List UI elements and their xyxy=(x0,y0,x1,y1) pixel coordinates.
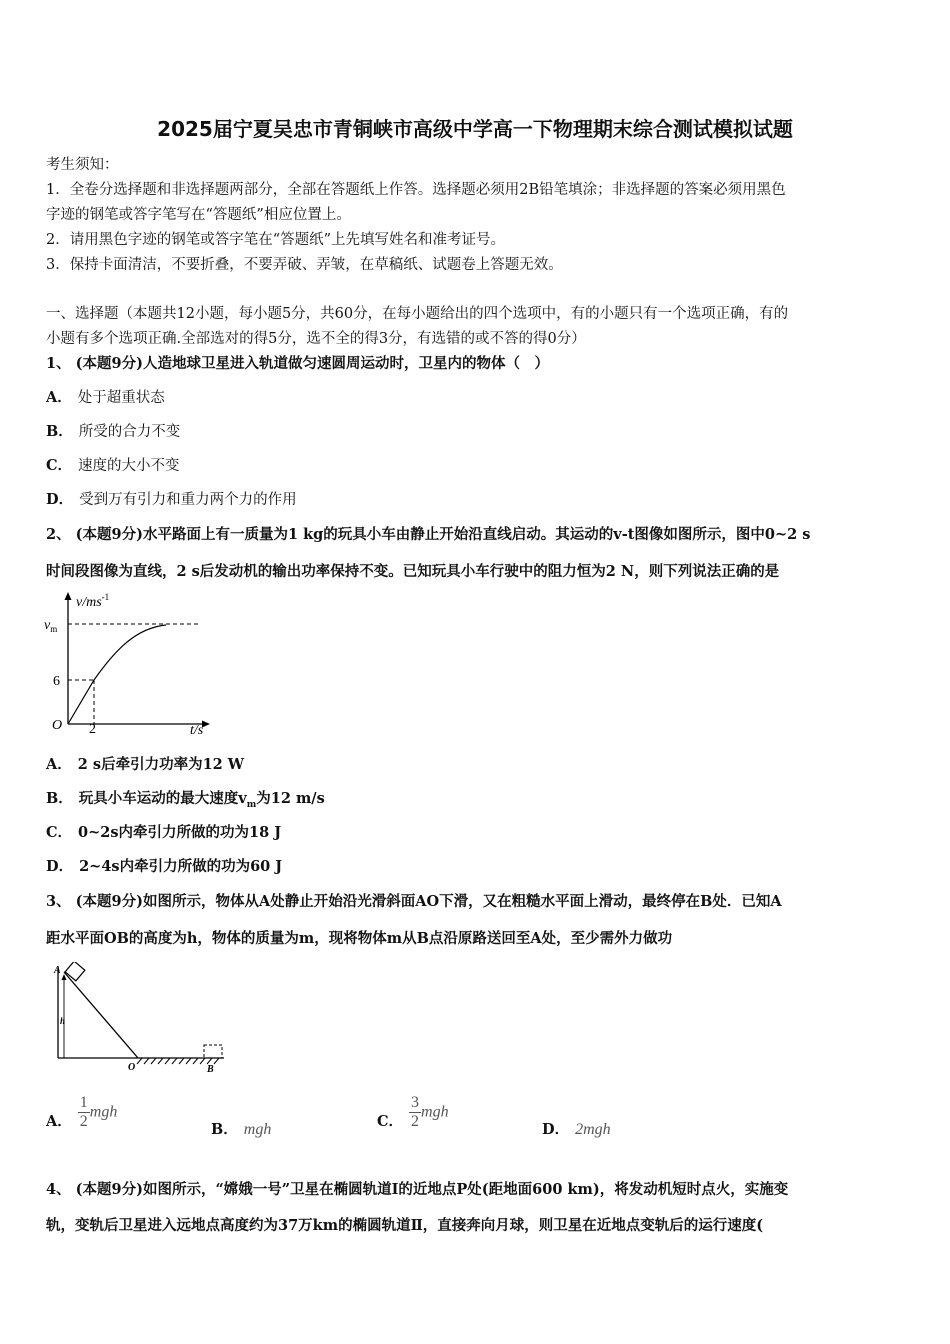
q1-option-b xyxy=(46,420,180,441)
label-b: B xyxy=(207,1064,214,1075)
notice-item-1-cont: 字迹的钢笔或答字笔写在“答题纸”相应位置上。 xyxy=(46,207,351,223)
option-key: D． xyxy=(46,491,74,508)
q2-option-b xyxy=(46,787,325,810)
q4-stem: 4、 (本题9分)如图所示，“嫦娥一号”卫星在椭圆轨道Ⅰ的近地点P处(距地面600 km)，将发动机短时点火，实施变 xyxy=(46,1181,789,1198)
y-axis-label: $v/ms^{-1}$ xyxy=(76,592,110,610)
section-header-cont: 小题有多个选项正确.全部选对的得5分，选不全的得3分，有选错的或不答的得0分） xyxy=(46,331,586,347)
q3-option-a xyxy=(46,1094,117,1144)
q3-incline-figure xyxy=(46,962,236,1078)
option-text: 2 s后牵引力功率为12 W xyxy=(77,756,245,773)
option-expression: mgh xyxy=(243,1121,272,1138)
option-text: 2~4s内牵引力所做的功为60 J xyxy=(79,858,283,875)
denominator: 2 xyxy=(411,1113,420,1130)
x-axis-label: t/s xyxy=(190,723,204,738)
q2-option-d xyxy=(46,855,282,876)
option-text: 所受的合力不变 xyxy=(78,424,181,440)
option-expression: mgh xyxy=(89,1103,118,1121)
option-text: 玩具小车运动的最大速度v xyxy=(78,790,247,807)
option-subscript: m xyxy=(246,799,257,810)
q4-stem-cont: 轨，变轨后卫星进入远地点高度约为37万km的椭圆轨道Ⅱ，直接奔向月球，则卫星在近地点变轨后的运行速度( xyxy=(46,1217,764,1234)
numerator: 1 xyxy=(79,1094,88,1111)
fraction xyxy=(409,1094,421,1131)
option-key: B． xyxy=(46,423,73,440)
option-text: 受到万有引力和重力两个力的作用 xyxy=(79,492,297,508)
label-h: h xyxy=(60,1016,66,1026)
option-text-after: 为12 m/s xyxy=(256,790,325,807)
option-key: A． xyxy=(46,756,72,773)
option-key: A． xyxy=(46,1113,72,1130)
option-text: 0~2s内牵引力所做的功为18 J xyxy=(78,824,282,841)
q2-stem: 2、 (本题9分)水平路面上有一质量为1 kg的玩具小车由静止开始沿直线启动。其运动的v-t图像如图所示，图中0~2 s xyxy=(46,526,811,543)
option-expression: 2mgh xyxy=(575,1121,611,1138)
notice-item-3: 3．保持卡面清洁，不要折叠，不要弄破、弄皱，在草稿纸、试题卷上答题无效。 xyxy=(46,257,563,273)
origin-label: O xyxy=(52,718,63,733)
q2-stem-cont: 时间段图像为直线，2 s后发动机的输出功率保持不变。已知玩具小车行驶中的阻力恒为2 N，则下列说法正确的是 xyxy=(46,563,780,580)
fraction xyxy=(78,1094,90,1131)
denominator: 2 xyxy=(79,1113,88,1130)
page-title: 2025届宁夏吴忠市青铜峡市高级中学高一下物理期末综合测试模拟试题 xyxy=(157,117,793,141)
q1-option-c xyxy=(46,454,180,475)
option-text: 处于超重状态 xyxy=(77,390,165,406)
q3-option-c xyxy=(377,1094,449,1144)
option-key: D． xyxy=(542,1121,570,1138)
x-tick-2: 2 xyxy=(89,722,96,737)
q3-stem: 3、 (本题9分)如图所示，物体从A处静止开始沿光滑斜面AO下滑，又在粗糙水平面上滑动，最终停在B处．已知A xyxy=(46,893,782,910)
notice-heading: 考生须知： xyxy=(46,157,119,173)
option-key: C． xyxy=(377,1113,404,1130)
option-key: B． xyxy=(46,790,73,807)
notice-item-2: 2．请用黑色字迹的钢笔或答字笔在“答题纸”上先填写姓名和准考证号。 xyxy=(46,232,506,248)
q1-option-a xyxy=(46,386,165,407)
block-at-b xyxy=(204,1045,222,1058)
option-key: B． xyxy=(211,1121,238,1138)
block-at-a xyxy=(65,962,85,981)
option-expression: mgh xyxy=(421,1103,449,1121)
q2-vt-graph xyxy=(40,588,220,740)
label-o: O xyxy=(128,1062,136,1073)
q3-option-d xyxy=(542,1118,611,1144)
option-key: C． xyxy=(46,824,73,841)
q2-option-c xyxy=(46,821,281,842)
vm-label: $v_m$ xyxy=(44,618,58,634)
incline-ao xyxy=(64,972,138,1058)
q1-stem: 1、 (本题9分)人造地球卫星进入轨道做匀速圆周运动时，卫星内的物体（ ） xyxy=(46,355,549,372)
y-tick-6: 6 xyxy=(53,674,60,689)
label-a: A xyxy=(54,965,61,976)
y-axis-arrow xyxy=(65,592,72,600)
option-key: D． xyxy=(46,858,74,875)
section-header: 一、选择题（本题共12小题，每小题5分，共60分，在每小题给出的四个选项中，有的小题只有一个选项正确，有的 xyxy=(46,306,789,322)
q1-option-d xyxy=(46,488,297,509)
numerator: 3 xyxy=(411,1094,420,1111)
option-text: 速度的大小不变 xyxy=(78,458,180,474)
q3-option-b xyxy=(211,1118,271,1144)
option-key: C． xyxy=(46,457,73,474)
option-key: A． xyxy=(46,389,72,406)
q2-option-a xyxy=(46,753,244,774)
q3-stem-cont: 距水平面OB的高度为h，物体的质量为m，现将物体m从B点沿原路送回至A处，至少需外力做功 xyxy=(46,930,673,947)
notice-item-1: 1．全卷分选择题和非选择题两部分，全部在答题纸上作答。选择题必须用2B铅笔填涂；非选择题的答案必须用黑色 xyxy=(46,182,786,198)
vt-curve xyxy=(68,625,166,724)
